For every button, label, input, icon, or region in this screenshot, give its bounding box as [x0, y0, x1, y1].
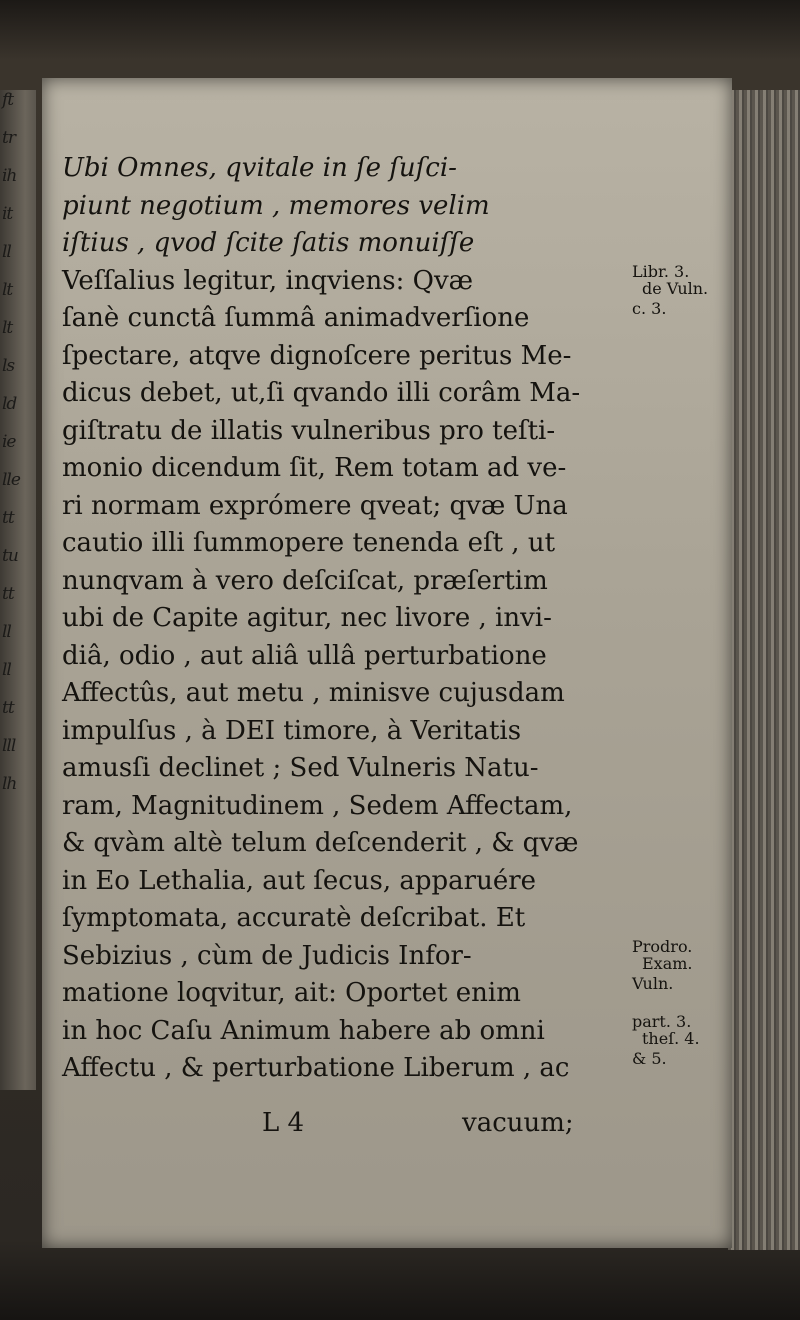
- margin-fragment: lt: [2, 280, 13, 300]
- text-line: monio dicendum ſit, Rem totam ad ve-: [62, 453, 567, 483]
- marginal-note: Libr. 3.: [632, 261, 690, 281]
- text-line: piunt negotium , memores velim: [62, 190, 490, 221]
- margin-fragment: lt: [2, 318, 13, 338]
- margin-fragment: ih: [2, 166, 17, 186]
- margin-fragment: tt: [2, 698, 14, 718]
- margin-fragment: it: [2, 204, 13, 224]
- marginal-note: part. 3.: [632, 1011, 692, 1031]
- text-line: Affectûs, aut metu , minisve cujusdam: [62, 678, 565, 708]
- margin-fragment: ll: [2, 242, 11, 262]
- margin-fragment: lle: [2, 470, 20, 490]
- text-line: ſymptomata, accuratè deſcribat. Et: [62, 903, 526, 933]
- text-line: ram, Magnitudinem , Sedem Affectam,: [62, 790, 573, 821]
- text-line: impulſus , à DEI timore, à Veritatis: [62, 715, 522, 746]
- text-line: Veſſalius legitur, inqviens: Qvæ: [62, 265, 474, 296]
- body-text: [62, 150, 682, 1088]
- text-line: iſtius , qvod ſcite ſatis monuiſſe: [62, 228, 475, 258]
- margin-fragment: tr: [2, 128, 15, 148]
- text-line: ubi de Capite agitur, nec livore , invi-: [62, 603, 552, 633]
- marginal-note: de Vuln.: [642, 278, 709, 298]
- text-line: dicus debet, ut,ſi qvando illi corâm Ma-: [62, 378, 581, 408]
- margin-fragment: ll: [2, 660, 11, 680]
- catchword: vacuum;: [462, 1108, 574, 1138]
- margin-fragment: ld: [2, 394, 17, 414]
- text-line: giſtratu de illatis vulneribus pro teſti-: [62, 415, 556, 446]
- text-line: in hoc Caſu Animum habere ab omni: [62, 1015, 545, 1046]
- marginal-note: c. 3.: [632, 299, 667, 318]
- marginal-note: Exam.: [642, 953, 693, 973]
- marginal-note: Vuln.: [632, 974, 674, 993]
- marginal-note: theſ. 4.: [642, 1028, 700, 1048]
- previous-page-edge: [0, 90, 36, 1090]
- signature-mark: L 4: [262, 1108, 305, 1138]
- margin-fragment: ls: [2, 356, 15, 376]
- margin-fragment: tt: [2, 584, 14, 604]
- text-line: in Eo Lethalia, aut ſecus, apparuére: [62, 865, 537, 896]
- text-line: Sebizius , cùm de Judicis Infor-: [62, 940, 472, 971]
- text-line: & qvàm altè telum deſcenderit , & qvæ: [62, 828, 579, 858]
- margin-fragment: ft: [2, 90, 14, 110]
- text-line: cautio illi ſummopere tenenda eſt , ut: [62, 528, 556, 558]
- margin-fragment: ll: [2, 622, 11, 642]
- text-line: ſpectare, atqve dignoſcere peritus Me-: [62, 340, 572, 371]
- text-line: Affectu , & perturbatione Liberum , ac: [62, 1053, 570, 1083]
- book-page: [42, 78, 732, 1248]
- page-stack-edge: [728, 90, 800, 1250]
- text-line: nunqvam à vero deſciſcat, præſertim: [62, 565, 548, 596]
- text-line: ri normam exprómere qveat; qvæ Una: [62, 490, 568, 521]
- margin-fragment: lll: [2, 736, 16, 756]
- text-line: ſanè cunctâ ſummâ animadverſione: [62, 303, 530, 333]
- text-line: Ubi Omnes, qvitale in ſe ſuſci-: [62, 153, 457, 183]
- marginal-note: & 5.: [632, 1049, 667, 1068]
- margin-fragment: lh: [2, 774, 17, 794]
- text-line: matione loqvitur, ait: Oportet enim: [62, 978, 521, 1008]
- margin-fragment: tt: [2, 508, 14, 528]
- text-line: diâ, odio , aut aliâ ullâ perturbatione: [62, 640, 547, 671]
- margin-fragment: ie: [2, 432, 16, 452]
- marginal-note: Prodro.: [632, 936, 693, 956]
- text-line: amusſi declinet ; Sed Vulneris Natu-: [62, 753, 539, 783]
- margin-fragment: tu: [2, 546, 18, 566]
